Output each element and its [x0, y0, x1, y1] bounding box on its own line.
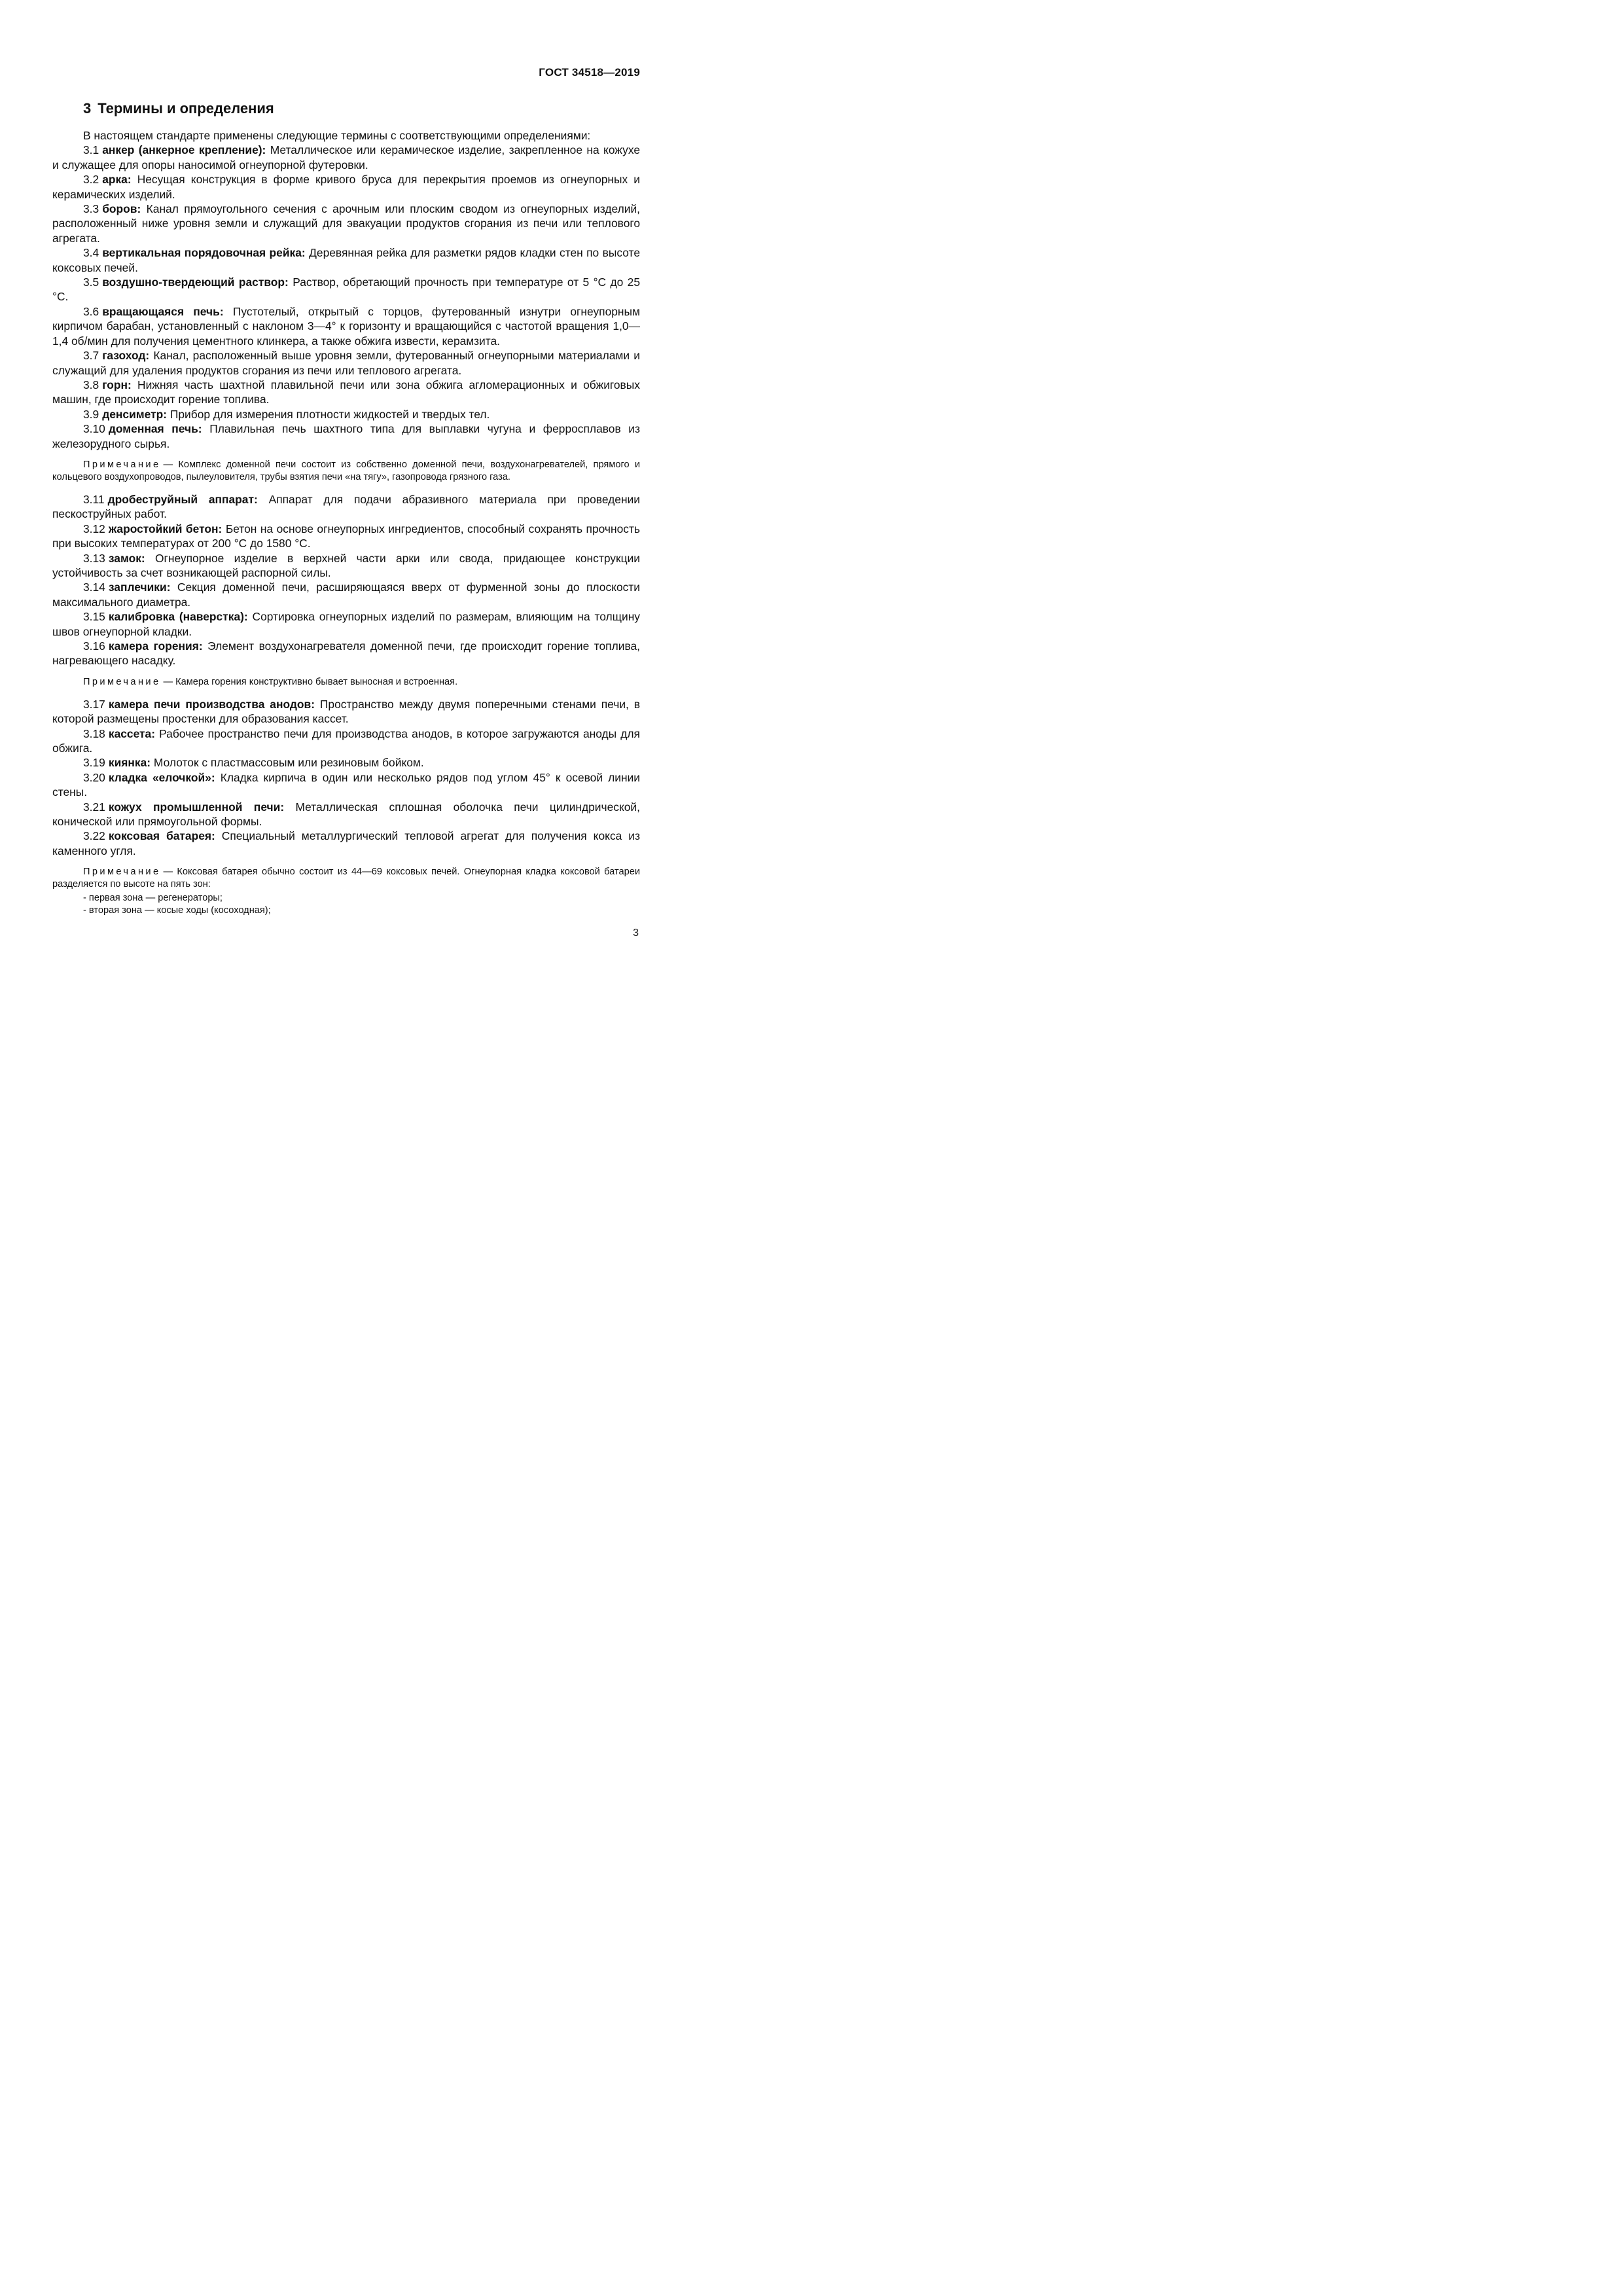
term-definition: Бетон на основе огнеупорных ингредиентов, способный сохранять прочность при высоких температурах от 200 °С до 1580 °С. [52, 522, 640, 550]
term-name: киянка: [108, 756, 151, 770]
term-definition: Плавильная печь шахтного типа для выплавки чугуна и ферросплавов из железорудного сырья. [52, 422, 640, 450]
page-content [52, 99, 640, 917]
term-definition: Деревянная рейка для разметки рядов кладки стен по высоте коксовых печей. [52, 246, 640, 274]
term-entry [52, 609, 640, 639]
term-number: 3.2 [83, 173, 99, 187]
note-label: Примечание [83, 459, 161, 470]
term-name: калибровка (наверстка): [108, 610, 248, 624]
term-number: 3.22 [83, 829, 105, 843]
term-number: 3.4 [83, 246, 99, 260]
term-entry [52, 304, 640, 348]
term-entry [52, 829, 640, 858]
term-entry [52, 143, 640, 172]
term-number: 3.7 [83, 349, 99, 363]
term-definition: Пространство между двумя поперечными стенами печи, в которой размещены простенки для образования кассет. [52, 697, 640, 726]
term-entry [52, 202, 640, 245]
note-label: Примечание [83, 867, 161, 878]
section-heading [83, 99, 640, 118]
term-definition: Аппарат для подачи абразивного материала при проведении пескоструйных работ. [52, 492, 640, 521]
term-name: кожух промышленной печи: [108, 800, 285, 814]
term-name: денсиметр: [102, 407, 168, 421]
list-item: - вторая зона — косые ходы (косоходная); [83, 905, 640, 917]
term-number: 3.5 [83, 276, 99, 289]
term-name: вертикальная порядовочная рейка: [102, 246, 306, 260]
term-entry [52, 755, 640, 770]
term-name: коксовая батарея: [108, 829, 215, 843]
term-number: 3.10 [83, 422, 105, 436]
term-number: 3.11 [83, 492, 105, 506]
term-definition: Молоток с пластмассовым или резиновым бойком. [153, 756, 424, 770]
term-number: 3.12 [83, 522, 105, 535]
term-definition: Нижняя часть шахтной плавильной печи или зона обжига агломерационных и обжиговых машин, где происходит горение топлива. [52, 378, 640, 406]
note-text: — Комплекс доменной печи состоит из собственно доменной печи, воздухонагревателей, прямого и кольцевого воздухопроводов, пылеуловителя, трубы взятия печи «на тягу», газопровода грязного газа. [52, 459, 640, 482]
term-definition: Металлическое или керамическое изделие, закрепленное на кожухе и служащее для опоры наносимой огнеупорной футеровки. [52, 143, 641, 171]
term-name: заплечики: [108, 581, 171, 594]
note-label: Примечание [83, 676, 161, 687]
term-definition: Сортировка огнеупорных изделий по размерам, влияющим на толщину швов огнеупорной кладки. [52, 610, 641, 638]
term-number: 3.3 [83, 202, 99, 216]
term-entry [52, 378, 640, 407]
term-definition: Пустотелый, открытый с торцов, футерованный изнутри огнеупорным кирпичом барабан, установленный с наклоном 3—4° к горизонту и вращающийся с частотой вращения 1,0—1,4 об/мин для получения цементного клинкера, а также обжига извести, керамзита. [52, 304, 640, 348]
term-name: вращающаяся печь: [102, 304, 224, 318]
term-number: 3.13 [83, 551, 105, 565]
term-definition: Канал, расположенный выше уровня земли, футерованный огнеупорными материалами и служащий для удаления продуктов сгорания из печи или теплового агрегата. [52, 349, 640, 377]
term-name: газоход: [102, 349, 150, 363]
note [52, 676, 640, 689]
term-definition: Огнеупорное изделие в верхней части арки или свода, придающее конструкции устойчивость за счет возникающей распорной силы. [52, 551, 640, 579]
term-entry [52, 245, 640, 275]
term-number: 3.9 [83, 407, 99, 421]
term-definition: Элемент воздухонагревателя доменной печи, где происходит горение топлива, нагревающего насадку. [52, 639, 641, 668]
term-entry [52, 551, 640, 581]
list-item: - первая зона — регенераторы; [83, 892, 640, 905]
term-number: 3.14 [83, 581, 105, 594]
term-number: 3.15 [83, 610, 105, 624]
term-name: кладка «елочкой»: [108, 770, 215, 784]
term-name: анкер (анкерное крепление): [102, 143, 266, 157]
term-entry [52, 492, 640, 522]
section-number: 3 [83, 100, 92, 117]
term-number: 3.21 [83, 800, 105, 814]
term-entry [52, 580, 640, 609]
term-name: камера горения: [108, 639, 203, 653]
term-number: 3.8 [83, 378, 99, 391]
term-definition: Кладка кирпича в один или несколько рядов под углом 45° к осевой линии стены. [52, 770, 640, 799]
term-definition: Раствор, обретающий прочность при температуре от 5 °С до 25 °С. [52, 276, 640, 304]
term-entry [52, 172, 640, 202]
note [52, 459, 640, 484]
term-definition: Секция доменной печи, расширяющаяся вверх от фурменной зоны до плоскости максимального диаметра. [52, 581, 640, 609]
term-definition: Прибор для измерения плотности жидкостей и твердых тел. [169, 407, 490, 421]
term-entry [52, 697, 640, 726]
term-number: 3.17 [83, 697, 105, 711]
term-entry [52, 726, 640, 756]
note-text: — Камера горения конструктивно бывает выносная и встроенная. [163, 676, 458, 687]
term-entry [52, 770, 640, 800]
note-list [52, 892, 640, 917]
term-entry [52, 275, 640, 304]
term-entry [52, 800, 640, 829]
term-entry [52, 639, 640, 668]
term-name: воздушно-твердеющий раствор: [102, 276, 289, 289]
section-title: Термины и определения [98, 100, 274, 117]
term-entry [52, 522, 640, 551]
note [52, 866, 640, 891]
term-entry [52, 348, 640, 378]
term-entry [52, 407, 640, 422]
term-definition: Металлическая сплошная оболочка печи цилиндрической, конической или прямоугольной формы. [52, 800, 640, 829]
term-name: арка: [102, 173, 132, 187]
term-name: замок: [108, 551, 145, 565]
term-number: 3.6 [83, 304, 99, 318]
term-number: 3.18 [83, 726, 105, 740]
term-name: дробеструйный аппарат: [107, 492, 258, 506]
term-name: горн: [102, 378, 132, 391]
term-name: кассета: [108, 726, 156, 740]
term-entry [52, 422, 640, 451]
term-number: 3.1 [83, 143, 99, 157]
page-number: 3 [633, 927, 639, 939]
term-definition: Несущая конструкция в форме кривого бруса для перекрытия проемов из огнеупорных и керамических изделий. [52, 173, 640, 201]
term-name: жаростойкий бетон: [108, 522, 223, 535]
term-name: камера печи производства анодов: [108, 697, 315, 711]
term-number: 3.16 [83, 639, 105, 653]
document-id: ГОСТ 34518—2019 [539, 66, 640, 79]
term-name: доменная печь: [108, 422, 202, 436]
intro-paragraph: В настоящем стандарте применены следующие термины с соответствующими определениями: [83, 129, 591, 142]
term-definition: Канал прямоугольного сечения с арочным или плоским сводом из огнеупорных изделий, расположенный ниже уровня земли и служащий для эвакуации продуктов сгорания из печи или теплового агрегата. [52, 202, 640, 245]
term-number: 3.19 [83, 756, 105, 770]
document-page [0, 0, 719, 1016]
term-definition: Рабочее пространство печи для производства анодов, в которое загружаются аноды для обжига. [52, 726, 640, 755]
term-definition: Специальный металлургический тепловой агрегат для получения кокса из каменного угля. [52, 829, 640, 857]
term-name: боров: [102, 202, 141, 216]
term-number: 3.20 [83, 770, 105, 784]
note-text: — Коксовая батарея обычно состоит из 44—69 коксовых печей. Огнеупорная кладка коксовой батареи разделяется по высоте на пять зон: [52, 867, 640, 890]
